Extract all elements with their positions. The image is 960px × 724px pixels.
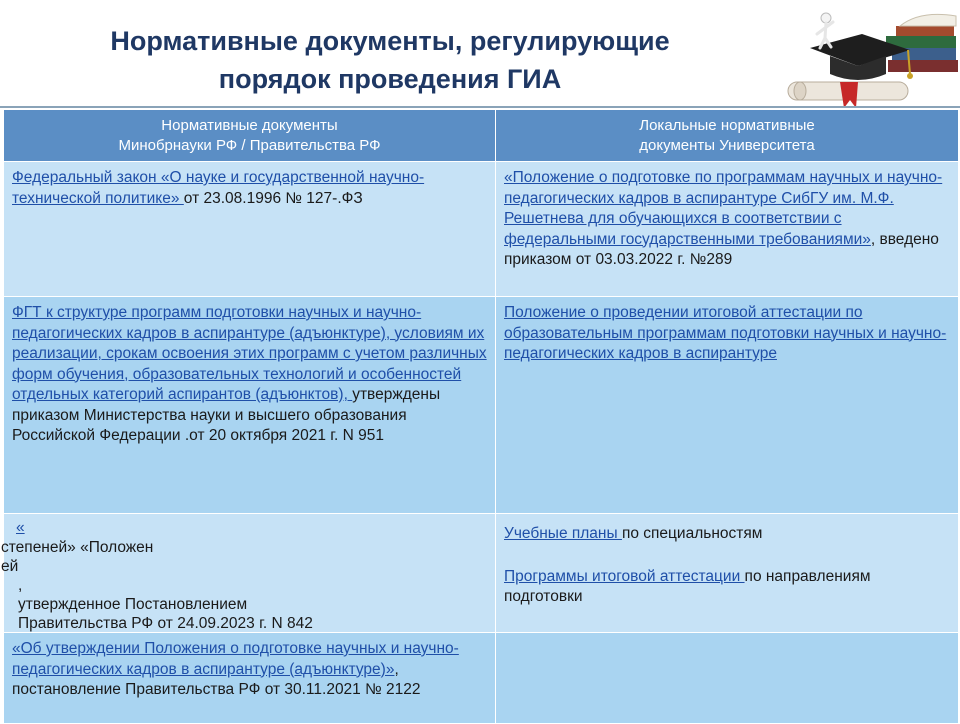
table-row (4, 514, 959, 633)
federal-document-cell (4, 162, 496, 297)
diploma-scroll-icon (788, 82, 908, 108)
curricula-link[interactable]: Учебные планы (504, 525, 622, 542)
header-col1-line2: Минобрнауки РФ / Правительства РФ (118, 136, 381, 154)
overlapping-text-fragment (1, 514, 495, 632)
graduation-illustration (770, 8, 960, 108)
attestation-programs-text: по направлениям подготовки (504, 567, 871, 605)
local-document-cell (496, 162, 959, 297)
postgraduate-regulation-order: , введено приказом от 03.03.2022 г. №289 (504, 230, 939, 268)
title-divider (0, 106, 960, 108)
attestation-programs-link[interactable]: Программы итоговой аттестации (504, 567, 745, 585)
header-federal-documents (4, 110, 496, 162)
degree-regulation-link[interactable]: « (16, 519, 25, 536)
government-decree-text: , постановление Правительства РФ от 30.11.2021 № 2122 (12, 660, 421, 698)
fgt-approval-text: утверждены приказом Министерства науки и высшего образования Российской Федерации .от 20 октября 2021 г. N 951 (12, 386, 441, 444)
final-attestation-regulation-link[interactable]: Положение о проведении итоговой аттестации по образовательным программам подготовки научных и научно-педагогических кадров в аспирантуре (504, 304, 947, 362)
header-col2-line2: документы Университета (639, 136, 815, 154)
table-header-row (4, 110, 959, 162)
federal-document-cell (4, 633, 496, 724)
title-line-2: порядок проведения ГИА (218, 64, 562, 94)
federal-law-date: от 23.08.1996 № 127-.ФЗ (183, 189, 363, 207)
table-row (4, 162, 959, 297)
book-stack-icon (886, 14, 958, 72)
title-line-1: Нормативные документы, регулирующие (110, 26, 670, 56)
local-document-cell-empty (496, 633, 959, 724)
table-row (4, 633, 959, 724)
degree-regulation-fragment-2: ей (1, 558, 19, 575)
local-document-cell (496, 514, 959, 633)
federal-document-cell (4, 297, 496, 514)
degree-regulation-decree: Правительства РФ от 24.09.2023 г. N 842 (18, 615, 313, 632)
degree-regulation-fragment: степеней» «Положен (1, 539, 154, 556)
degree-regulation-approved: утвержденное Постановлением (18, 596, 248, 613)
header-col2-line1: Локальные нормативные (639, 116, 815, 134)
table-row (4, 297, 959, 514)
header-col1-line1: Нормативные документы (161, 116, 338, 134)
documents-table (3, 109, 959, 724)
local-document-cell (496, 297, 959, 514)
fgt-requirements-link[interactable]: ФГТ к структуре программ подготовки научных и научно-педагогических кадров в аспирантуре (адъюнктуре), условиям их реализации, срокам освоения этих программ с учетом различных форм обучения, образовательных технологий и особенностей отдельных категорий аспирантов (адъюнктов), (12, 304, 487, 403)
header-local-documents (496, 110, 959, 162)
federal-document-cell (1, 514, 496, 633)
postgraduate-regulation-link[interactable]: «Положение о подготовке по программам научных и научно-педагогических кадров в аспирантуре СибГУ им. М.Ф. Решетнева для обучающихся в соответствии с федеральными государственными требованиями» (504, 169, 943, 248)
degree-regulation-comma: , (18, 577, 23, 594)
slide-title (40, 22, 740, 98)
curricula-text: по специальностям (621, 525, 763, 542)
federal-law-link[interactable]: Федеральный закон «О науке и государственной научно-технической политике» (12, 169, 425, 207)
government-decree-link[interactable]: «Об утверждении Положения о подготовке научных и научно-педагогических кадров в аспирантуре (адъюнктуре)» (12, 640, 459, 678)
